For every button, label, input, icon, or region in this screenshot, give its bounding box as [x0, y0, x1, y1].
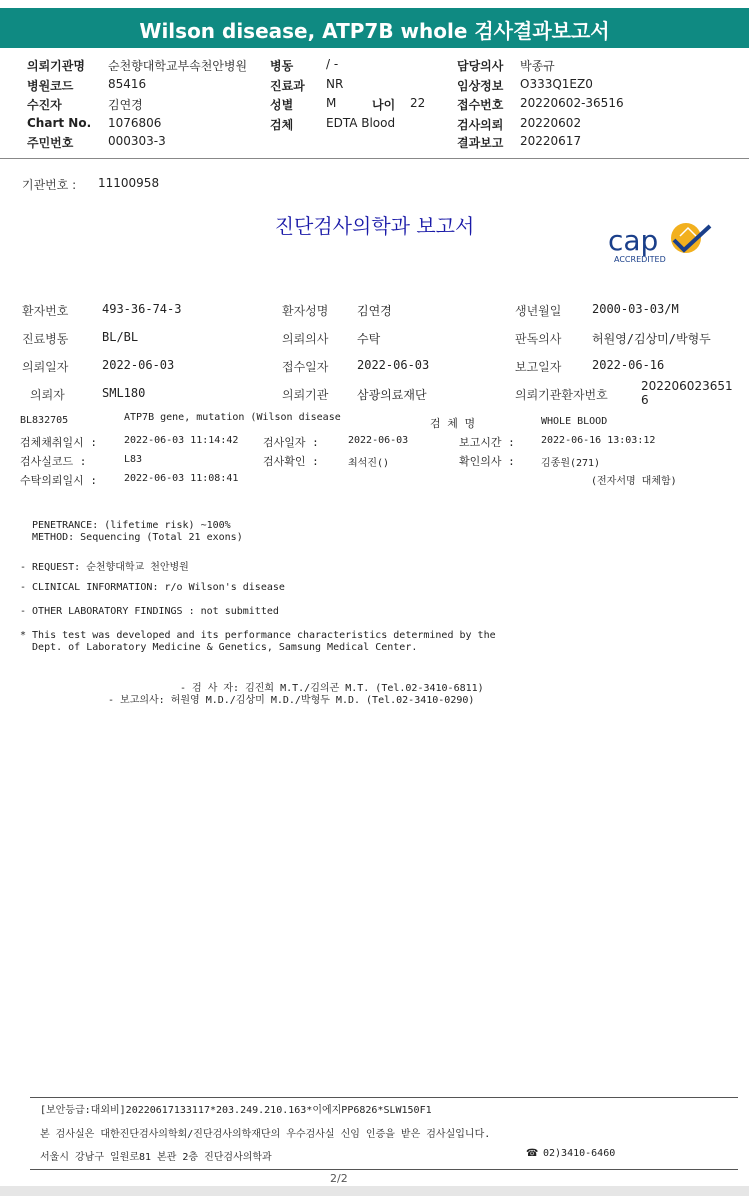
header-divider: [0, 158, 749, 159]
hospital-name-label: 의뢰기관명: [27, 59, 85, 73]
lab-code-value: L83: [124, 454, 143, 465]
department-label: 진료과: [270, 79, 305, 93]
request-date-label: 검사의뢰: [457, 118, 504, 132]
ward2-value: BL/BL: [102, 330, 139, 344]
ward-value: / -: [326, 57, 339, 71]
report-time-label: 보고시간 :: [459, 436, 515, 449]
chart-no-value: 1076806: [108, 116, 162, 130]
tester-line: - 검 사 자: 김진희 M.T./김의곤 M.T. (Tel.02-3410-6811): [180, 683, 484, 694]
reading-doctor-label: 판독의사: [515, 332, 562, 346]
org-patient-no-value: 202206023651: [641, 379, 733, 393]
phone-number: 02)3410-6460: [543, 1148, 616, 1159]
test-date-value: 2022-06-03: [348, 435, 409, 446]
receipt-no-label: 접수번호: [457, 98, 504, 112]
receipt-no-value: 20220602-36516: [520, 96, 624, 110]
report-date-label: 보고일자: [515, 360, 562, 374]
security-line: [보안등급:대외비]20220617133117*203.249.210.163*이에지PP6826*SLW150F1: [40, 1105, 432, 1116]
confirm-doctor-value: 김종원(271): [541, 458, 601, 469]
other-findings-line: - OTHER LABORATORY FINDINGS : not submitted: [20, 606, 279, 617]
org-no-label: 기관번호 :: [22, 178, 77, 192]
sex-label: 성별: [270, 98, 294, 112]
footer-top-divider: [30, 1097, 738, 1098]
specimen-value: EDTA Blood: [326, 116, 396, 130]
confirm-doctor-label: 확인의사 :: [459, 455, 515, 468]
department-value: NR: [326, 77, 344, 91]
request-date2-label: 의뢰일자: [22, 360, 69, 374]
patient-name2-label: 환자성명: [282, 304, 329, 318]
specimen-name-label: 검 체 명: [430, 417, 476, 430]
penetrance-line: PENETRANCE: (lifetime risk) ~100%: [32, 520, 231, 531]
chart-no-label: Chart No.: [27, 116, 92, 130]
disclaimer-line-1: * This test was developed and its performance characteristics determined by the: [20, 630, 496, 641]
clinical-info-value: O333Q1EZ0: [520, 77, 593, 91]
receipt-date-value: 2022-06-03: [357, 358, 430, 372]
ward-label: 병동: [270, 59, 294, 73]
birthdate-label: 생년월일: [515, 304, 562, 318]
test-date-label: 검사일자 :: [263, 436, 319, 449]
address-line: 서울시 강남구 일원로81 본관 2층 진단검사의학과: [40, 1152, 272, 1163]
result-report-value: 20220617: [520, 134, 582, 148]
lab-code-label: 검사실코드 :: [20, 455, 87, 468]
specimen-id: BL832705: [20, 415, 69, 426]
birthdate-value: 2000-03-03/M: [592, 302, 679, 316]
requester-label: 의뢰자: [30, 388, 65, 402]
phone-icon: ☎: [526, 1148, 539, 1159]
patient-name-value: 김연경: [108, 98, 143, 112]
requester-value: SML180: [102, 386, 146, 400]
age-value: 22: [410, 96, 426, 110]
test-confirm-value: 최석진(): [348, 458, 390, 469]
report-time-value: 2022-06-16 13:03:12: [541, 435, 656, 446]
hospital-code-label: 병원코드: [27, 79, 74, 93]
cap-accredited-logo: [606, 220, 716, 266]
patient-no-label: 환자번호: [22, 304, 69, 318]
patient-name-label: 수진자: [27, 98, 62, 112]
svg-text:cap: cap: [608, 224, 659, 257]
request-date2-value: 2022-06-03: [102, 358, 175, 372]
org-no-value: 11100958: [98, 176, 160, 190]
doctor-label: 담당의사: [457, 59, 504, 73]
consign-time-value: 2022-06-03 11:08:41: [124, 473, 239, 484]
specimen-label: 검체: [270, 118, 294, 132]
result-report-label: 결과보고: [457, 136, 504, 150]
esign-note: (전자서명 대체함): [591, 476, 677, 487]
report-date-value: 2022-06-16: [592, 358, 665, 372]
collection-time-label: 검체채취일시 :: [20, 436, 98, 449]
hospital-name-value: 순천향대학교부속천안병원: [108, 59, 248, 73]
clinical-info-label: 임상정보: [457, 79, 504, 93]
clinical-info-line: - CLINICAL INFORMATION: r/o Wilson's disease: [20, 582, 285, 593]
sex-value: M: [326, 96, 337, 110]
doctor-value: 박종규: [520, 59, 555, 73]
org-patient-no-label: 의뢰기관환자번호: [515, 388, 608, 402]
viewer-bottom-bar: [0, 1186, 749, 1196]
report-title-bar: [0, 8, 749, 48]
reading-doctor-value: 허원영/김상미/박형두: [592, 332, 711, 346]
request-date-value: 20220602: [520, 116, 582, 130]
requesting-org-value: 삼광의료재단: [357, 388, 427, 402]
requesting-org-label: 의뢰기관: [282, 388, 329, 402]
resident-no-value: 000303-3: [108, 134, 166, 148]
ward2-label: 진료병동: [22, 332, 69, 346]
requesting-doctor-label: 의뢰의사: [282, 332, 329, 346]
report-heading: 진단검사의학과 보고서: [274, 214, 475, 238]
org-patient-no-wrap: 6: [641, 393, 649, 407]
svg-text:ACCREDITED: ACCREDITED: [614, 255, 666, 264]
requesting-doctor-value: 수탁: [357, 332, 381, 346]
request-line: - REQUEST: 순천향대학교 천안병원: [20, 562, 189, 573]
consign-time-label: 수탁의뢰일시 :: [20, 474, 98, 487]
method-line: METHOD: Sequencing (Total 21 exons): [32, 532, 243, 543]
resident-no-label: 주민번호: [27, 136, 74, 150]
age-label: 나이: [372, 98, 396, 112]
certification-line: 본 검사실은 대한진단검사의학회/진단검사의학재단의 우수검사실 신임 인증을 받은 검사실입니다.: [40, 1129, 491, 1140]
specimen-name-value: WHOLE BLOOD: [541, 416, 608, 427]
document-title: Wilson disease, ATP7B whole 검사결과보고서: [139, 19, 610, 43]
disclaimer-line-2: Dept. of Laboratory Medicine & Genetics, Samsung Medical Center.: [20, 642, 418, 653]
page-number: 2/2: [330, 1172, 348, 1185]
footer-bottom-divider: [30, 1169, 738, 1170]
hospital-code-value: 85416: [108, 77, 147, 91]
patient-name2-value: 김연경: [357, 304, 392, 318]
receipt-date-label: 접수일자: [282, 360, 329, 374]
reporter-line: - 보고의사: 허원영 M.D./김상미 M.D./박형두 M.D. (Tel.02-3410-0290): [108, 695, 475, 706]
patient-no-value: 493-36-74-3: [102, 302, 182, 316]
test-name: ATP7B gene, mutation (Wilson disease: [124, 412, 341, 423]
collection-time-value: 2022-06-03 11:14:42: [124, 435, 239, 446]
test-confirm-label: 검사확인 :: [263, 455, 319, 468]
